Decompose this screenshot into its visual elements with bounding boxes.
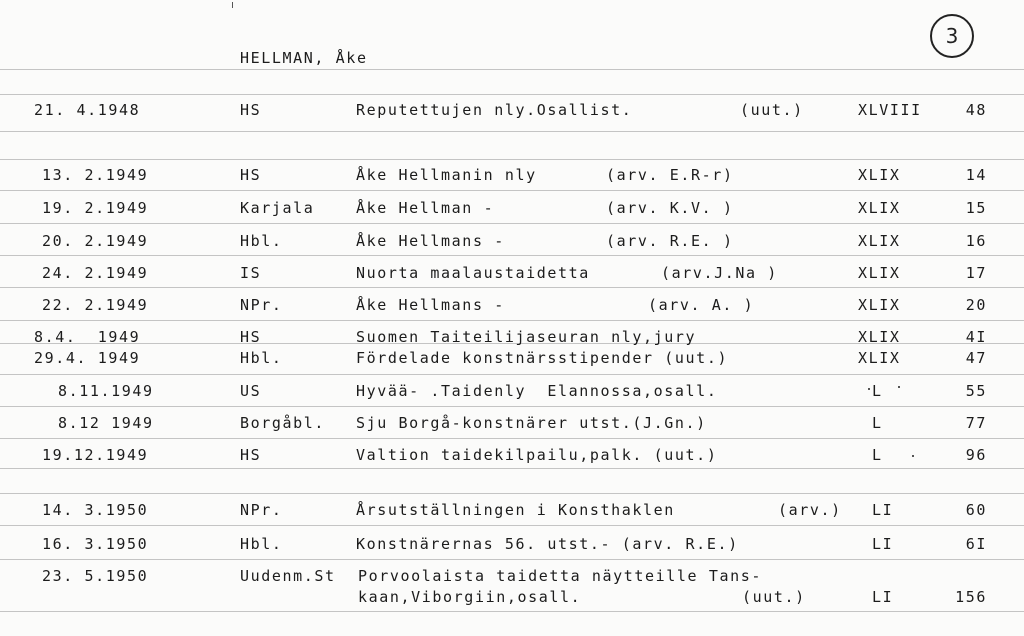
entry-page-cell — [946, 328, 988, 346]
entry-volume: LI — [872, 535, 894, 553]
entry-source: IS — [240, 264, 262, 282]
entry-page: 17 — [965, 264, 987, 282]
entry-page-cell — [946, 414, 988, 432]
entry-title: Nuorta maalaustaidetta — [356, 264, 590, 282]
entry-source: Uudenm.St — [240, 567, 336, 585]
entry-page: 15 — [965, 199, 987, 217]
entry-volume: XLVIII — [858, 101, 922, 119]
ruled-line — [0, 611, 1024, 612]
entry-title: Åke Hellmanin nly — [356, 166, 537, 184]
entry-volume: XLIX — [858, 264, 901, 282]
entry-volume: XLIX — [858, 199, 901, 217]
entry-source: Hbl. — [240, 349, 283, 367]
ruled-line — [0, 559, 1024, 560]
entry-note: (arv. E.R-r) — [606, 166, 734, 184]
entry-page: 6I — [965, 535, 987, 553]
ruled-line — [0, 406, 1024, 407]
ruled-line — [0, 94, 1024, 95]
entry-title: Suomen Taiteilijaseuran nly,jury — [356, 328, 697, 346]
print-speck — [868, 388, 870, 390]
entry-page-cell — [946, 349, 988, 367]
entry-volume: L — [872, 382, 883, 400]
ruled-line — [0, 374, 1024, 375]
entry-date: 8.4. 1949 — [34, 328, 141, 346]
entry-source: HS — [240, 101, 262, 119]
entry-title: Åke Hellmans - — [356, 232, 505, 250]
card-number: 3 — [930, 14, 974, 58]
entry-date: 24. 2.1949 — [42, 264, 149, 282]
entry-page: 156 — [955, 588, 987, 606]
entry-title: Fördelade konstnärsstipender (uut.) — [356, 349, 729, 367]
entry-date: 21. 4.1948 — [34, 101, 141, 119]
entry-note: (arv. A. ) — [648, 296, 755, 314]
entry-page-cell — [946, 264, 988, 282]
entry-date: 19. 2.1949 — [42, 199, 149, 217]
entry-page-cell — [946, 232, 988, 250]
entry-source: HS — [240, 446, 262, 464]
entry-page: 77 — [965, 414, 987, 432]
entry-title: Åke Hellman - — [356, 199, 495, 217]
entry-source: Karjala — [240, 199, 315, 217]
entry-source: Hbl. — [240, 535, 283, 553]
print-speck — [912, 455, 914, 457]
entry-page: 48 — [965, 101, 987, 119]
entry-volume: L — [872, 414, 883, 432]
entry-page-cell — [946, 446, 988, 464]
card-name: HELLMAN, Åke — [240, 49, 368, 67]
ruled-line — [0, 223, 1024, 224]
entry-note: (arv.) — [778, 501, 842, 519]
entry-title: Porvoolaista taidetta näytteille Tans- — [358, 567, 762, 585]
entry-title: Årsutställningen i Konsthaklen — [356, 501, 675, 519]
entry-date: 14. 3.1950 — [42, 501, 149, 519]
entry-page: 96 — [965, 446, 987, 464]
entry-date: 13. 2.1949 — [42, 166, 149, 184]
entry-page-cell — [946, 296, 988, 314]
entry-page: 4I — [965, 328, 987, 346]
entry-date: 19.12.1949 — [42, 446, 149, 464]
print-speck — [232, 2, 233, 8]
entry-date: 8.12 1949 — [58, 414, 154, 432]
ruled-line — [0, 320, 1024, 321]
entry-note: (uut.) — [742, 588, 806, 606]
ruled-line — [0, 438, 1024, 439]
entry-date: 16. 3.1950 — [42, 535, 149, 553]
entry-title: Reputettujen nly.Osallist. — [356, 101, 633, 119]
entry-page: 14 — [965, 166, 987, 184]
entry-source: Borgåbl. — [240, 414, 326, 432]
entry-source: US — [240, 382, 262, 400]
entry-title: Sju Borgå-konstnärer utst.(J.Gn.) — [356, 414, 707, 432]
entry-page-cell — [946, 501, 988, 519]
entry-title: Hyvää- .Taidenly Elannossa,osall. — [356, 382, 718, 400]
entry-title: Valtion taidekilpailu,palk. (uut.) — [356, 446, 718, 464]
ruled-line — [0, 287, 1024, 288]
entry-date: 20. 2.1949 — [42, 232, 149, 250]
entry-page: 20 — [965, 296, 987, 314]
entry-title: Åke Hellmans - — [356, 296, 505, 314]
entry-page: 47 — [965, 349, 987, 367]
entry-note: (arv. R.E. ) — [606, 232, 734, 250]
entry-date: 8.11.1949 — [58, 382, 154, 400]
ruled-line — [0, 255, 1024, 256]
entry-page-cell — [946, 382, 988, 400]
entry-page: 16 — [965, 232, 987, 250]
entry-date: 22. 2.1949 — [42, 296, 149, 314]
ruled-line — [0, 131, 1024, 132]
entry-volume: XLIX — [858, 232, 901, 250]
entry-page: 55 — [965, 382, 987, 400]
entry-note: (uut.) — [740, 101, 804, 119]
ruled-line — [0, 159, 1024, 160]
entry-volume: LI — [872, 588, 894, 606]
entry-page-cell — [946, 199, 988, 217]
entry-page-cell — [946, 535, 988, 553]
entry-note: (arv.J.Na ) — [661, 264, 778, 282]
entry-volume: XLIX — [858, 296, 901, 314]
ruled-line — [0, 525, 1024, 526]
entry-page: 60 — [965, 501, 987, 519]
entry-page-cell — [946, 101, 988, 119]
entry-source: HS — [240, 328, 262, 346]
entry-volume: XLIX — [858, 166, 901, 184]
entry-title-continuation: kaan,Viborgiin,osall. — [358, 588, 582, 606]
print-speck — [898, 386, 900, 388]
entry-volume: XLIX — [858, 349, 901, 367]
entry-volume: XLIX — [858, 328, 901, 346]
ruled-line — [0, 190, 1024, 191]
entry-source: HS — [240, 166, 262, 184]
entry-date: 23. 5.1950 — [42, 567, 149, 585]
entry-source: Hbl. — [240, 232, 283, 250]
ruled-line — [0, 69, 1024, 70]
ruled-line — [0, 468, 1024, 469]
entry-title: Konstnärernas 56. utst.- (arv. R.E.) — [356, 535, 739, 553]
entry-date: 29.4. 1949 — [34, 349, 141, 367]
entry-note: (arv. K.V. ) — [606, 199, 734, 217]
ruled-line — [0, 493, 1024, 494]
entry-volume: L — [872, 446, 883, 464]
entry-source: NPr. — [240, 296, 283, 314]
entry-page-cell — [946, 588, 988, 606]
entry-page-cell — [946, 166, 988, 184]
entry-source: NPr. — [240, 501, 283, 519]
entry-volume: LI — [872, 501, 894, 519]
